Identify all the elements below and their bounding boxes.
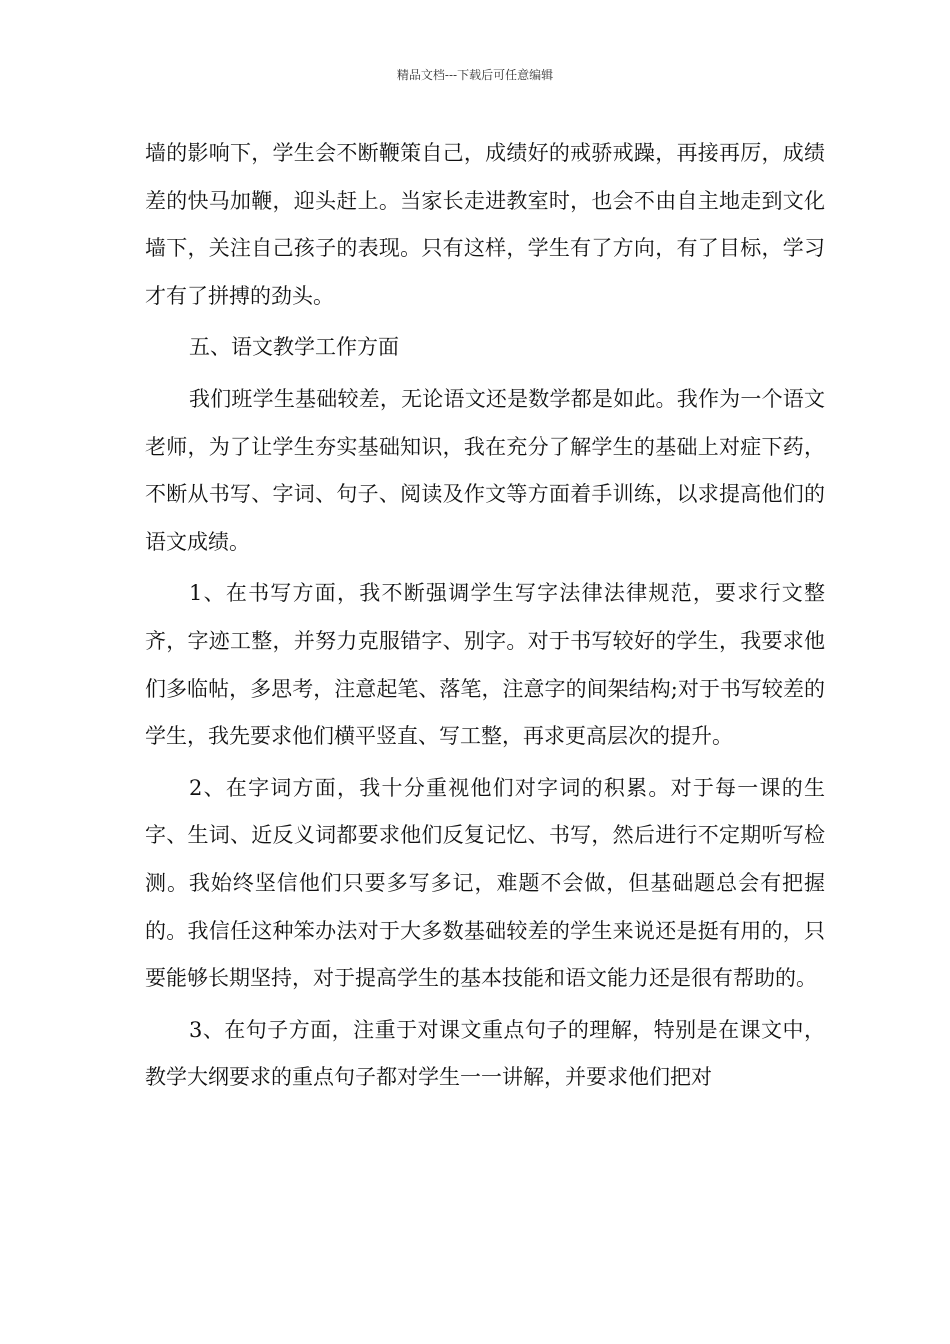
section-heading: 五、语文教学工作方面	[189, 335, 399, 360]
document-body	[145, 130, 825, 1106]
page-header: 精品文档---下载后可任意编辑	[396, 68, 554, 82]
paragraph: 3、在句子方面，注重于对课文重点句子的理解，特别是在课文中，教学大纲要求的重点句子都对学生一一讲解，并要求他们把对	[145, 1017, 825, 1090]
paragraph: 1、在书写方面，我不断强调学生写字法律法律规范，要求行文整齐，字迹工整，并努力克服错字、别字。对于书写较好的学生，我要求他们多临帖，多思考，注意起笔、落笔，注意字的间架结构;对于书写较差的学生，我先要求他们横平竖直、写工整，再求更高层次的提升。	[145, 581, 825, 749]
paragraph: 我们班学生基础较差，无论语文还是数学都是如此。我作为一个语文老师，为了让学生夯实基础知识，我在充分了解学生的基础上对症下药，不断从书写、字词、句子、阅读及作文等方面着手训练，以求提高他们的语文成绩。	[145, 386, 825, 554]
paragraph: 2、在字词方面，我十分重视他们对字词的积累。对于每一课的生字、生词、近反义词都要求他们反复记忆、书写，然后进行不定期听写检测。我始终坚信他们只要多写多记，难题不会做，但基础题总会有把握的。我信任这种笨办法对于大多数基础较差的学生来说还是挺有用的，只要能够长期坚持，对于提高学生的基本技能和语文能力还是很有帮助的。	[145, 775, 825, 991]
paragraph-continuation: 墙的影响下，学生会不断鞭策自己，成绩好的戒骄戒躁，再接再厉，成绩差的快马加鞭，迎头赶上。当家长走进教室时，也会不由自主地走到文化墙下，关注自己孩子的表现。只有这样，学生有了方向，有了目标，学习才有了拼搏的劲头。	[145, 141, 825, 308]
